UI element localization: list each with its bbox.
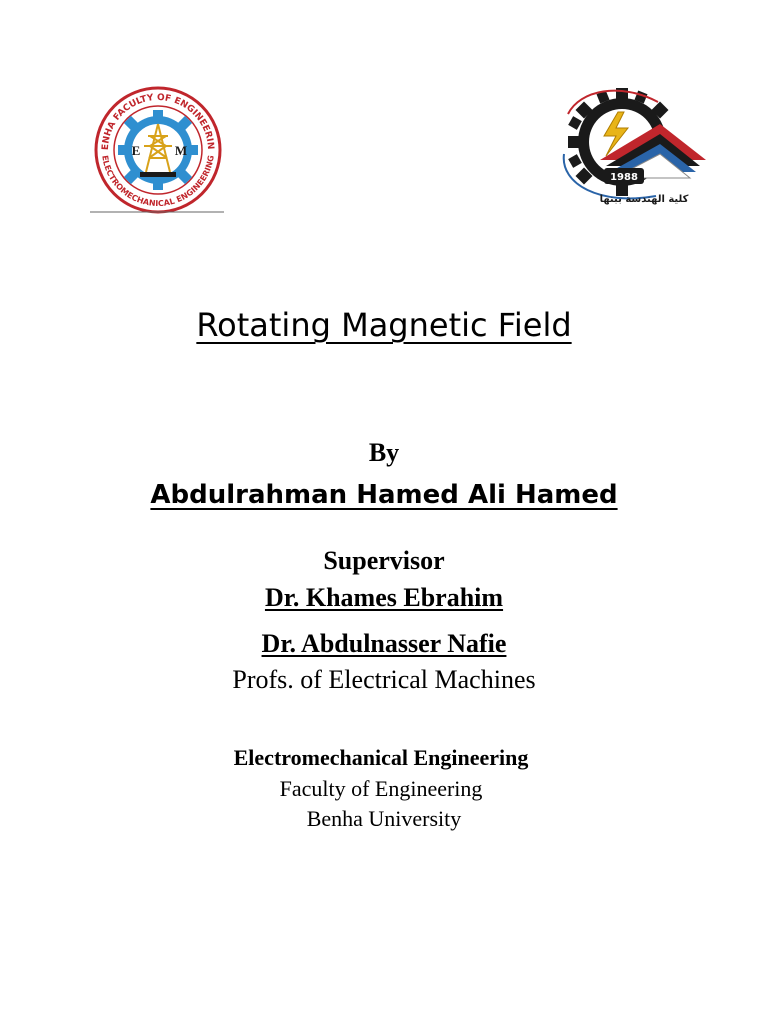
logo-ring-text-bottom: ELECTROMECHANICAL ENGINEERING xyxy=(100,154,216,209)
supervisor-label: Supervisor xyxy=(323,546,445,575)
faculty-name: Faculty of Engineering xyxy=(279,776,483,801)
supervisor-role: Profs. of Electrical Machines xyxy=(232,665,536,694)
logo-letter-m: M xyxy=(174,143,188,158)
logo-letter-e: E xyxy=(131,143,141,158)
faculty-logo xyxy=(560,84,710,210)
department-name: Electromechanical Engineering xyxy=(233,745,529,770)
department-logo xyxy=(88,84,228,216)
university-name: Benha University xyxy=(306,806,462,831)
by-label: By xyxy=(368,438,400,467)
logo-year: 1988 xyxy=(610,172,638,183)
logo-ring-text-top: ENHA FACULTY OF ENGINEERIN xyxy=(100,92,216,151)
author-name: Abdulrahman Hamed Ali Hamed xyxy=(150,480,618,510)
supervisor-name-2: Dr. Abdulnasser Nafie xyxy=(261,629,507,658)
supervisor-name-1: Dr. Khames Ebrahim xyxy=(264,583,504,612)
document-title: Rotating Magnetic Field xyxy=(196,306,572,344)
logo-arabic-text: كلية الهندسة ببنها xyxy=(599,194,689,205)
